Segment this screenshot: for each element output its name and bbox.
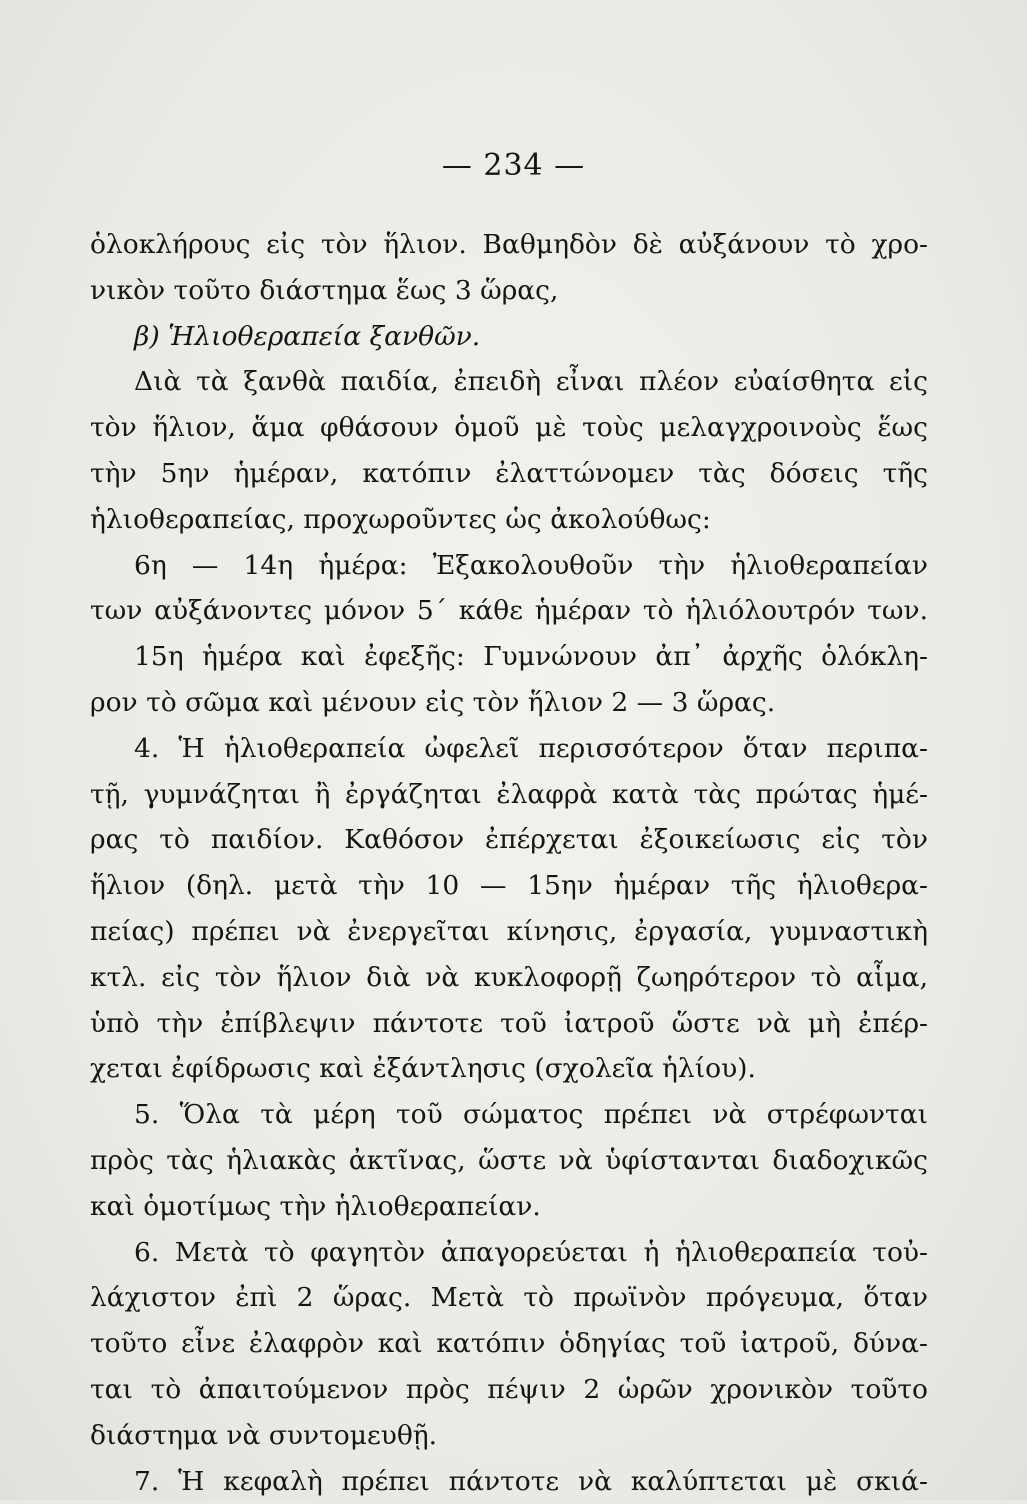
page-body [90,222,928,1504]
text-line: Διὰ τὰ ξανθὰ παιδία, ἐπειδὴ εἶναι πλέον εὐαίσθητα εἰς [134,366,928,398]
text-line: τῇ, γυμνάζηται ἢ ἐργάζηται ἐλαφρὰ κατὰ τὰς πρώτας ἡμέ- [90,778,928,810]
text-line: χεται ἐφίδρωσις καὶ ἐξάντλησις (σχολεῖα ἡλίου). [90,1053,756,1085]
text-line: ρας τὸ παιδίον. Καθόσον ἐπέρχεται ἐξοικείωσις εἰς τὸν [90,824,928,856]
text-line: νικὸν τοῦτο διάστημα ἕως 3 ὥρας, [90,274,559,306]
text-line: των αὐξάνοντες μόνον 5΄ κάθε ἡμέραν τὸ ἡλιόλουτρόν των. [90,595,928,627]
page-number: — 234 — [441,148,586,183]
text-line: ρον τὸ σῶμα καὶ μένουν εἰς τὸν ἥλιον 2 — 3 ὥρας. [90,686,776,718]
text-line: πείας) πρέπει νὰ ἐνεργεῖται κίνησις, ἐργασία, γυμναστικὴ [90,915,928,947]
text-line: ἡλιοθεραπείας, προχωροῦντες ὡς ἀκολούθως: [90,503,711,535]
text-line: 6. Μετὰ τὸ φαγητὸν ἀπαγορεύεται ἡ ἡλιοθεραπεία τοὐ- [134,1236,928,1268]
text-line: 15η ἡμέρα καὶ ἐφεξῆς: Γυμνώνουν ἀπ᾽ ἀρχῆς ὁλόκλη- [134,641,928,673]
text-line: 6η — 14η ἡμέρα: Ἐξακολουθοῦν τὴν ἡλιοθεραπείαν [134,549,928,581]
text-line: καὶ ὁμοτίμως τὴν ἡλιοθεραπείαν. [90,1190,541,1222]
text-line: διάστημα νὰ συντομευθῇ. [90,1419,438,1451]
text-line: ἥλιον (δηλ. μετὰ τὴν 10 — 15ην ἡμέραν τῆς ἡλιοθερα- [90,870,928,902]
text-line: πρὸς τὰς ἡλιακὰς ἀκτῖνας, ὥστε νὰ ὑφίστανται διαδοχικῶς [90,1144,928,1176]
text-line: ται τὸ ἀπαιτούμενον πρὸς πέψιν 2 ὡρῶν χρονικὸν τοῦτο [90,1373,928,1405]
text-line: τοῦτο εἶνε ἐλαφρὸν καὶ κατόπιν ὁδηγίας τοῦ ἰατροῦ, δύνα- [90,1328,928,1360]
section-heading: β) Ἡλιοθεραπεία ξανθῶν. [134,320,481,352]
text-line: τὴν 5ην ἡμέραν, κατόπιν ἐλαττώνομεν τὰς δόσεις τῆς [90,457,928,489]
text-line: 5. Ὅλα τὰ μέρη τοῦ σώματος πρέπει νὰ στρέφωνται [134,1099,928,1131]
text-line: λάχιστον ἐπὶ 2 ὥρας. Μετὰ τὸ πρωϊνὸν πρόγευμα, ὅταν [90,1282,928,1314]
text-line: 7. Ἡ κεφαλὴ πρέπει πάντοτε νὰ καλύπτεται μὲ σκιά- [134,1465,928,1497]
text-line: τὸν ἥλιον, ἅμα φθάσουν ὁμοῦ μὲ τοὺς μελαγχροινοὺς ἕως [90,412,928,444]
text-line: 4. Ἡ ἡλιοθεραπεία ὠφελεῖ περισσότερον ὅταν περιπα- [134,732,928,764]
text-line: ὑπὸ τὴν ἐπίβλεψιν πάντοτε τοῦ ἰατροῦ ὥστε νὰ μὴ ἐπέρ- [90,1007,928,1039]
text-line: κτλ. εἰς τὸν ἥλιον διὰ νὰ κυκλοφορῇ ζωηρότερον τὸ αἷμα, [90,961,928,993]
text-line: ὁλοκλήρους εἰς τὸν ἥλιον. Βαθμηδὸν δὲ αὐξάνουν τὸ χρο- [90,229,928,260]
